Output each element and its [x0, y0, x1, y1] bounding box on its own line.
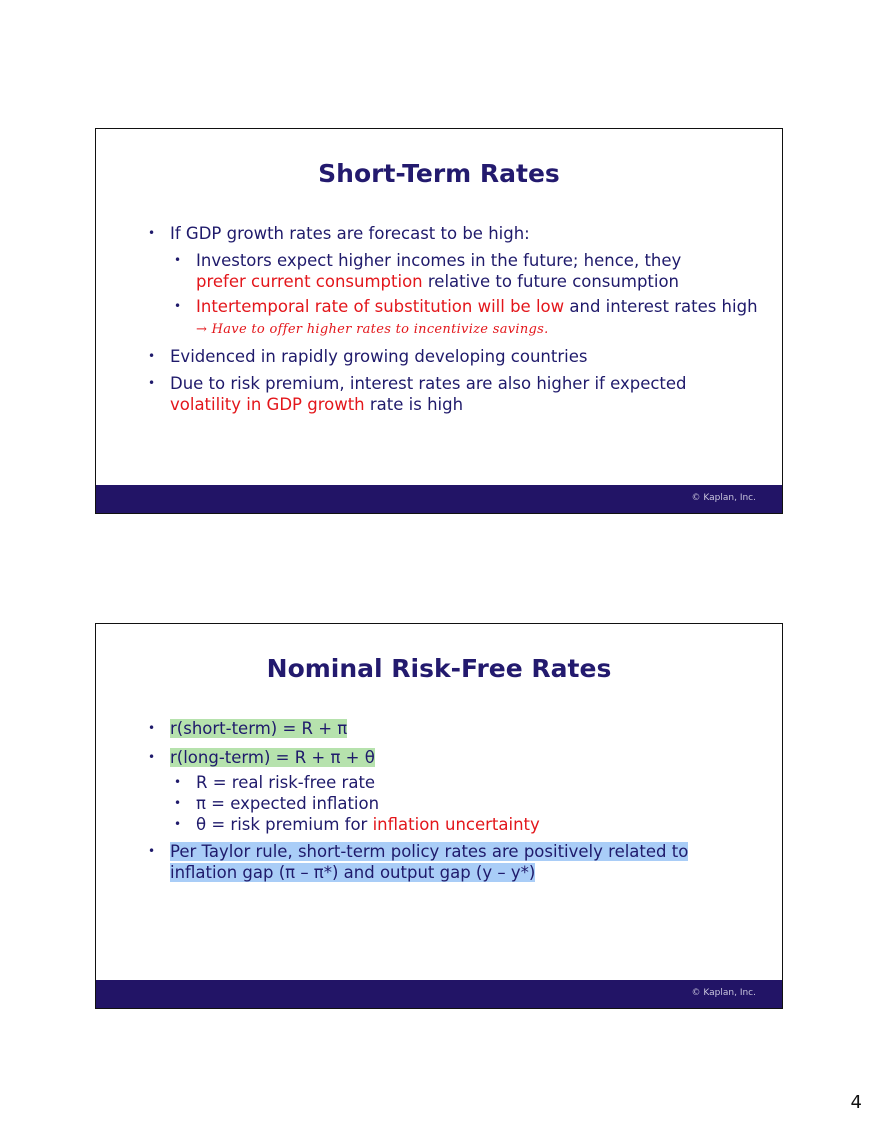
bullet-risk-premium — [148, 373, 762, 415]
bullet-list — [148, 223, 762, 421]
bullet-short-term-formula — [148, 718, 762, 739]
slide-footer — [96, 485, 782, 513]
slide-short-term-rates — [95, 128, 783, 514]
highlight-text: inflation uncertainty — [372, 815, 540, 834]
sub-bullet-risk-premium — [148, 814, 762, 835]
bullet-gdp-forecast: • If GDP growth rates are forecast to be high: — [148, 223, 762, 244]
highlighted-text: inflation gap (π – π*) and output gap (y – y*) — [170, 863, 536, 882]
highlight-text: volatility in GDP growth — [170, 395, 365, 414]
bullet-developing-countries: • Evidenced in rapidly growing developing countries — [148, 346, 762, 367]
handwritten-annotation: → Have to offer higher rates to incentivize savings. — [196, 322, 549, 337]
sub-bullet-intertemporal — [148, 296, 762, 340]
page-number: 4 — [850, 1092, 862, 1113]
highlighted-formula: r(long-term) = R + π + θ — [170, 748, 375, 767]
text: relative to future consumption — [422, 272, 680, 291]
sub-bullet-investors — [148, 250, 762, 292]
text: rate is high — [364, 395, 464, 414]
bullet-list — [148, 718, 762, 889]
slide-title: Nominal Risk-Free Rates — [266, 654, 612, 683]
sub-bullet-real-rate: • R = real risk-free rate — [148, 772, 762, 793]
highlight-text: prefer current consumption — [196, 272, 423, 291]
sub-bullet-inflation: • π = expected inflation — [148, 793, 762, 814]
copyright: © Kaplan, Inc. — [691, 493, 756, 503]
highlighted-formula: r(short-term) = R + π — [170, 719, 348, 738]
text: and interest rates high — [564, 297, 758, 316]
slide-title: Short-Term Rates — [318, 159, 560, 188]
bullet-taylor-rule — [148, 841, 762, 883]
text: Investors expect higher incomes in the future; hence, they — [196, 251, 682, 270]
bullet-long-term-formula — [148, 747, 762, 768]
highlighted-text: Per Taylor rule, short-term policy rates are positively related to — [170, 842, 689, 861]
slide-footer — [96, 980, 782, 1008]
slide-nominal-risk-free-rates — [95, 623, 783, 1009]
text: θ = risk premium for — [196, 815, 373, 834]
text: Due to risk premium, interest rates are also higher if expected — [170, 374, 687, 393]
copyright: © Kaplan, Inc. — [691, 988, 756, 998]
highlight-text: Intertemporal rate of substitution will be low — [196, 297, 565, 316]
